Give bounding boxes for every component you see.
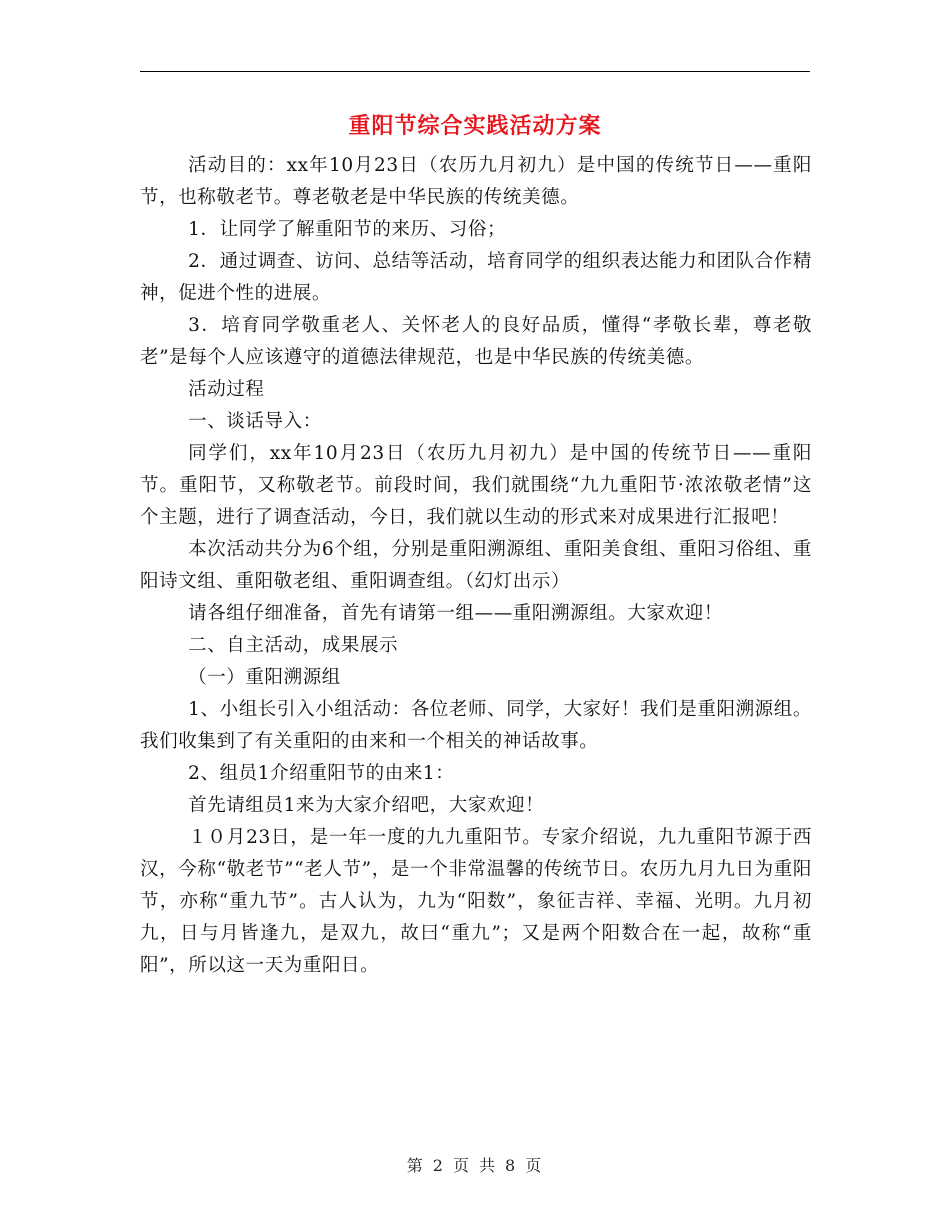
goal-item-2: 2．通过调查、访问、总结等活动，培育同学的组织表达能力和团队合作精神，促进个性的进展。 bbox=[140, 251, 812, 304]
section-heading-activities: 二、自主活动，成果展示 bbox=[188, 635, 399, 656]
subsection-heading-origin-group: （一）重阳溯源组 bbox=[188, 667, 341, 688]
origin-description-paragraph: １０月23日，是一年一度的九九重阳节。专家介绍说，九九重阳节源于西汉，今称“敬老节”“老人节”，是一个非常温馨的传统节日。农历九月九日为重阳节，亦称“重九节”。古人认为，九为“阳数”，象征吉祥、幸福、光明。九月初九，日与月皆逢九，是双九，故曰“重九”；又是两个阳数合在一起，故称“重阳”，所以这一天为重阳日。 bbox=[140, 827, 812, 976]
invite-paragraph: 请各组仔细准备，首先有请第一组——重阳溯源组。大家欢迎！ bbox=[188, 603, 723, 624]
footer-label-gong: 共 bbox=[479, 1156, 498, 1175]
footer-label-di: 第 bbox=[406, 1156, 425, 1175]
goal-item-1: 1．让同学了解重阳节的来历、习俗； bbox=[188, 219, 507, 240]
current-page-number: 2 bbox=[432, 1156, 445, 1175]
section-heading-process: 活动过程 bbox=[188, 379, 265, 400]
step-1-paragraph: 1、小组长引入小组活动：各位老师、同学，大家好！我们是重阳溯源组。我们收集到了有关重阳的由来和一个相关的神话故事。 bbox=[140, 699, 812, 752]
document-body bbox=[140, 150, 812, 982]
total-pages-number: 8 bbox=[505, 1156, 518, 1175]
intro-paragraph: 同学们，xx年10月23日（农历九月初九）是中国的传统节日——重阳节。重阳节，又称敬老节。前段时间，我们就围绕“九九重阳节·浓浓敬老情”这个主题，进行了调查活动，今日，我们就以生动的形式来对成果进行汇报吧！ bbox=[140, 443, 812, 528]
document-title: 重阳节综合实践活动方案 bbox=[348, 113, 602, 139]
page-footer bbox=[0, 1155, 950, 1177]
groups-paragraph: 本次活动共分为6个组，分别是重阳溯源组、重阳美食组、重阳习俗组、重阳诗文组、重阳敬老组、重阳调查组。（幻灯出示） bbox=[140, 539, 812, 592]
goal-item-3: 3．培育同学敬重老人、关怀老人的良好品质，懂得“孝敬长辈，尊老敬老”是每个人应该遵守的道德法律规范，也是中华民族的传统美德。 bbox=[140, 315, 812, 368]
section-heading-intro: 一、谈话导入： bbox=[188, 411, 322, 432]
header-rule bbox=[140, 71, 810, 72]
footer-label-ye-2: 页 bbox=[525, 1156, 544, 1175]
member-invite-paragraph: 首先请组员1来为大家介绍吧，大家欢迎！ bbox=[188, 795, 545, 816]
step-2-heading: 2、组员1介绍重阳节的由来1： bbox=[188, 763, 455, 784]
footer-label-ye: 页 bbox=[452, 1156, 471, 1175]
purpose-paragraph: 活动目的：xx年10月23日（农历九月初九）是中国的传统节日——重阳节，也称敬老节。尊老敬老是中华民族的传统美德。 bbox=[140, 155, 812, 208]
